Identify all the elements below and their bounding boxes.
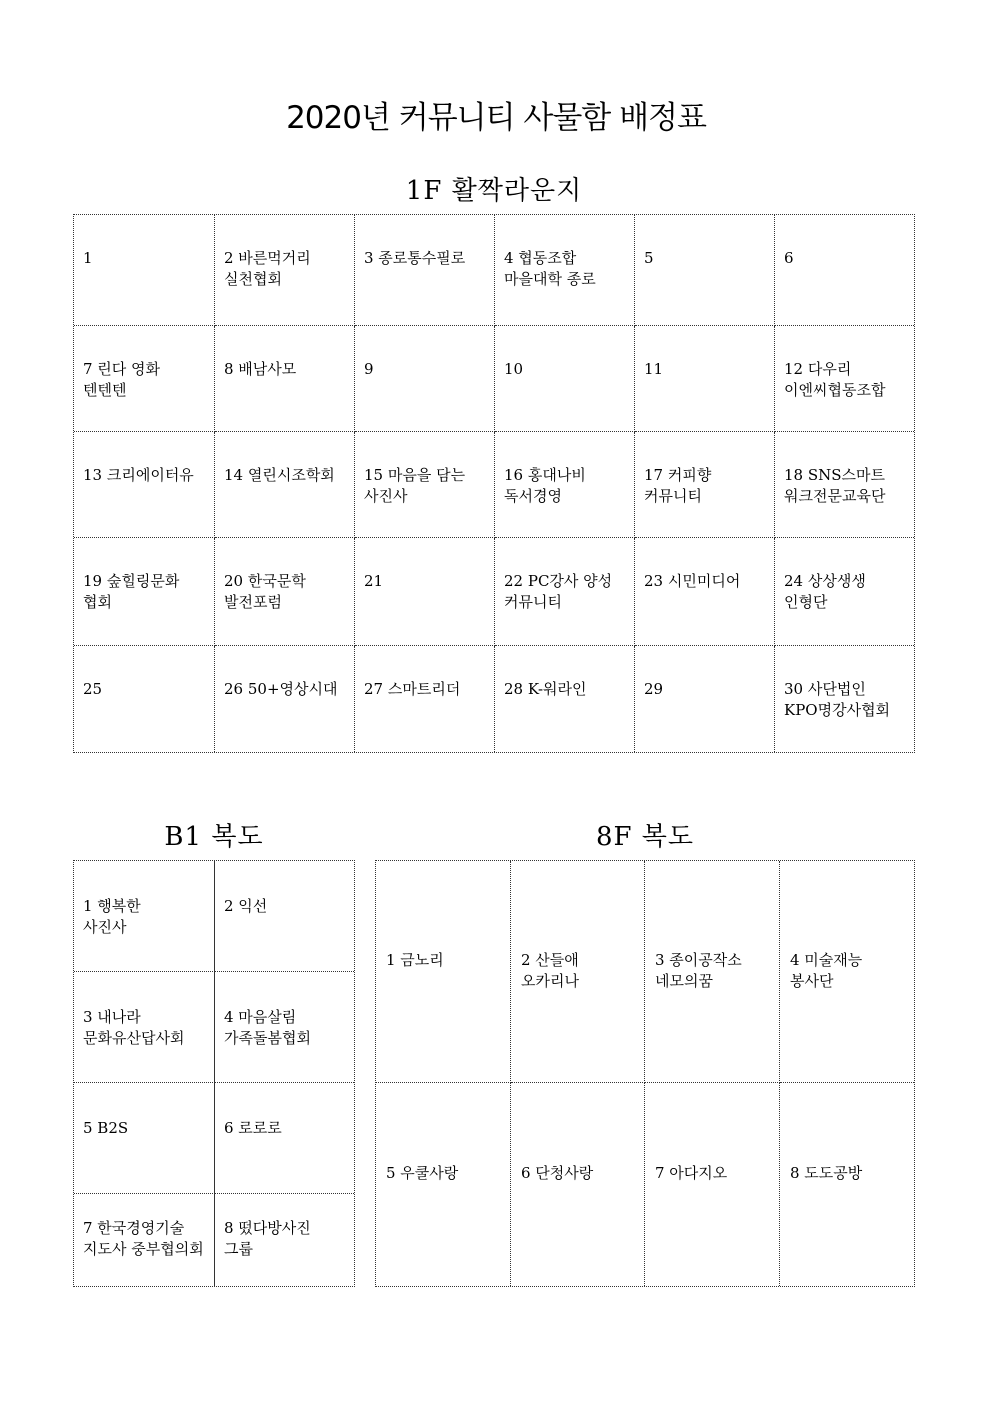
locker-cell: 18 SNS스마트 워크전문교육단 [775,432,914,538]
locker-cell: 3 종로통수필로 [355,215,495,326]
locker-cell: 1 금노리 [376,861,511,1083]
locker-cell: 28 K-워라인 [495,646,635,752]
locker-cell: 13 크리에이터유 [74,432,215,538]
locker-cell: 26 50+영상시대 [215,646,355,752]
locker-table-b1 [73,860,355,1287]
locker-cell: 7 한국경영기술 지도사 중부협의회 [74,1194,215,1286]
locker-table-8f [375,860,915,1287]
locker-cell: 27 스마트리더 [355,646,495,752]
locker-cell: 1 [74,215,215,326]
locker-cell: 15 마음을 담는 사진사 [355,432,495,538]
locker-cell: 9 [355,326,495,432]
locker-cell: 11 [635,326,775,432]
locker-cell: 8 도도공방 [790,1164,863,1182]
locker-cell: 17 커피향 커뮤니티 [635,432,775,538]
page-title: 2020년 커뮤니티 사물함 배정표 [286,100,706,136]
locker-cell: 22 PC강사 양성 커뮤니티 [495,538,635,646]
locker-cell: 5 우쿨사랑 [376,1083,511,1286]
locker-cell: 7 린다 영화 텐텐텐 [74,326,215,432]
locker-cell: 14 열린시조학회 [215,432,355,538]
locker-cell: 8 배남사모 [215,326,355,432]
section-title-8f: 8F 복도 [595,822,695,852]
locker-cell: 8 떴다방사진 그룹 [224,1219,311,1258]
locker-cell: 2 바른먹거리 실천협회 [215,215,355,326]
locker-cell: 4 미술재능 봉사단 [780,861,914,1083]
locker-cell: 23 시민미디어 [635,538,775,646]
locker-cell: 3 종이공작소 네모의꿈 [645,861,780,1083]
locker-cell: 30 사단법인 KPO명강사협회 [784,680,891,719]
locker-cell: 5 B2S [74,1083,215,1194]
locker-cell: 2 산들애 오카리나 [511,861,645,1083]
locker-cell: 25 [74,646,215,752]
locker-table-1f [73,214,915,753]
locker-cell: 12 다우리 이엔씨협동조합 [775,326,914,432]
locker-cell: 16 홍대나비 독서경영 [495,432,635,538]
locker-cell: 20 한국문학 발전포럼 [215,538,355,646]
locker-cell: 3 내나라 문화유산답사회 [74,972,215,1083]
locker-cell: 2 익선 [215,861,354,972]
locker-cell: 29 [635,646,775,752]
locker-cell: 1 행복한 사진사 [74,861,215,972]
section-title-1f: 1F 활짝라운지 [405,176,583,206]
locker-cell: 6 단청사랑 [511,1083,645,1286]
locker-cell: 24 상상생생 인형단 [775,538,914,646]
locker-cell: 5 [635,215,775,326]
locker-cell: 7 아다지오 [645,1083,780,1286]
locker-cell: 4 협동조합 마을대학 종로 [495,215,635,326]
locker-cell: 6 [775,215,914,326]
locker-cell: 4 마음살림 가족돌봄협회 [215,972,354,1083]
section-title-b1: B1 복도 [164,822,264,852]
locker-cell: 10 [495,326,635,432]
locker-cell: 6 로로로 [215,1083,354,1194]
locker-cell: 19 숲힐링문화 협회 [74,538,215,646]
locker-cell: 21 [355,538,495,646]
